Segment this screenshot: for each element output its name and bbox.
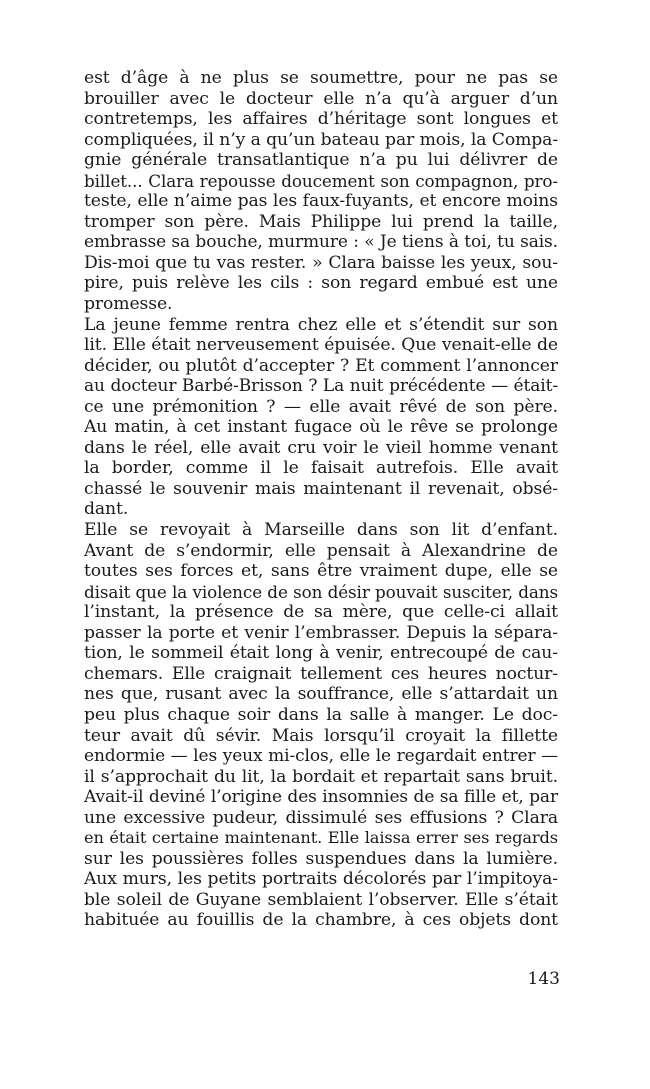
text-line: est d’âge à ne plus se soumettre, pour ne pas se	[84, 68, 558, 88]
text-line: ce une prémonition ? — elle avait rêvé de son père.	[84, 396, 558, 417]
text-line: embrasse sa bouche, murmure : « Je tiens à toi, tu sais.	[84, 232, 558, 253]
text-line: il s’approchait du lit, la bordait et repartait sans bruit.	[84, 766, 558, 787]
text-line: sur les poussières folles suspendues dans la lumière.	[84, 848, 558, 869]
text-line: La jeune femme rentra chez elle et s’étendit sur son	[84, 314, 558, 335]
text-line: lit. Elle était nerveusement épuisée. Que venait-elle de	[84, 335, 558, 356]
text-line: billet... Clara repousse doucement son compagnon, pro-	[84, 170, 558, 191]
text-line: endormie — les yeux mi-clos, elle le regardait entrer —	[84, 746, 558, 767]
text-line: teste, elle n’aime pas les faux-fuyants, et encore moins	[84, 191, 558, 212]
text-line: Avait-il deviné l’origine des insomnies de sa fille et, par	[84, 787, 558, 808]
text-line: nes que, rusant avec la souffrance, elle s’attardait un	[84, 684, 558, 705]
text-line: Dis-moi que tu vas rester. » Clara baisse les yeux, sou-	[84, 252, 558, 273]
text-line: ble soleil de Guyane semblaient l’observer. Elle s’était	[84, 889, 558, 910]
text-line: habituée au fouillis de la chambre, à ces objets dont	[84, 910, 558, 931]
text-line: Aux murs, les petits portraits décolorés par l’impitoya-	[84, 869, 558, 890]
text-line: Avant de s’endormir, elle pensait à Alexandrine de	[84, 540, 558, 561]
text-line: la border, comme il le faisait autrefois. Elle avait	[84, 458, 558, 479]
text-line: chassé le souvenir mais maintenant il revenait, obsé-	[84, 478, 558, 499]
text-line: brouiller avec le docteur elle n’a qu’à arguer d’un	[84, 88, 558, 109]
text-line: décider, ou plutôt d’accepter ? Et comment l’annoncer	[84, 355, 558, 376]
text-line: une excessive pudeur, dissimulé ses effusions ? Clara	[84, 807, 558, 828]
page-number: 143	[527, 969, 560, 989]
text-line: dans le réel, elle avait cru voir le vieil homme venant	[84, 437, 558, 458]
text-line: au docteur Barbé-Brisson ? La nuit précédente — était-	[84, 376, 558, 397]
text-line: teur avait dû sévir. Mais lorsqu’il croyait la fillette	[84, 725, 558, 746]
text-line: l’instant, la présence de sa mère, que celle-ci allait	[84, 602, 558, 623]
text-line: chemars. Elle craignait tellement ces heures noctur-	[84, 663, 558, 684]
text-line: gnie générale transatlantique n’a pu lui délivrer de	[84, 150, 558, 171]
text-line: tion, le sommeil était long à venir, entrecoupé de cau-	[84, 643, 558, 664]
text-line: disait que la violence de son désir pouvait susciter, dans	[84, 581, 558, 602]
text-line: promesse.	[84, 294, 173, 315]
text-line: dant.	[84, 499, 129, 520]
text-line: passer la porte et venir l’embrasser. Depuis la sépara-	[84, 622, 558, 643]
page-text-block	[84, 68, 558, 931]
text-line: Au matin, à cet instant fugace où le rêve se prolonge	[84, 417, 558, 438]
text-line: pire, puis relève les cils : son regard embué est une	[84, 273, 558, 294]
text-line: en était certaine maintenant. Elle laissa errer ses regards	[84, 828, 558, 848]
text-line: contretemps, les affaires d’héritage sont longues et	[84, 109, 558, 130]
text-line: compliquées, il n’y a qu’un bateau par mois, la Compa-	[84, 129, 559, 150]
text-line: peu plus chaque soir dans la salle à manger. Le doc-	[84, 704, 558, 725]
text-line: toutes ses forces et, sans être vraiment dupe, elle se	[84, 561, 558, 582]
text-line: tromper son père. Mais Philippe lui prend la taille,	[84, 211, 558, 232]
text-line: Elle se revoyait à Marseille dans son lit d’enfant.	[84, 520, 558, 541]
